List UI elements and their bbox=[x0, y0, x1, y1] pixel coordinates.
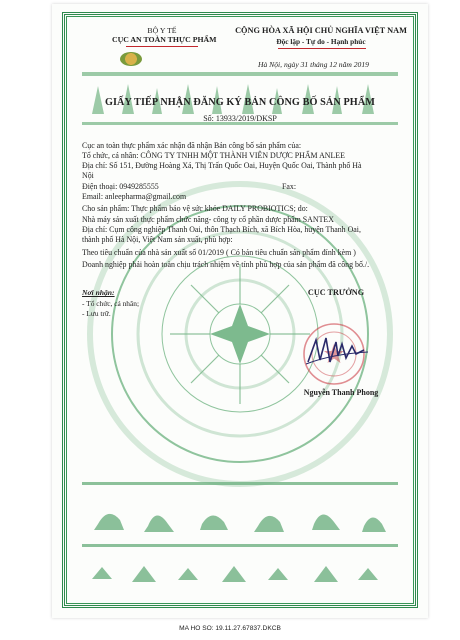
recipients-label: Nơi nhận: bbox=[82, 288, 115, 297]
agency-name: CỤC AN TOÀN THỰC PHẨM bbox=[112, 35, 217, 44]
organization-line: Tổ chức, cá nhân: CÔNG TY TNHH MỘT THÀNH VIÊN DƯỢC PHẨM ANLEE bbox=[82, 151, 345, 160]
address-line-2: Nội bbox=[82, 171, 94, 180]
product-line: Cho sản phẩm: Thực phẩm bảo vệ sức khỏe DAILY PROBIOTICS; do: bbox=[82, 204, 308, 213]
document-title: GIẤY TIẾP NHẬN ĐĂNG KÝ BẢN CÔNG BỐ SẢN PHẨM bbox=[104, 97, 376, 108]
republic-name: CỘNG HÒA XÃ HỘI CHỦ NGHĨA VIỆT NAM bbox=[235, 26, 407, 35]
motto-underline bbox=[278, 48, 366, 49]
ministry-name: BỘ Y TẾ bbox=[147, 26, 177, 35]
document-page bbox=[52, 4, 428, 618]
intro-line: Cục an toàn thực phẩm xác nhận đã nhận Bản công bố sản phẩm của: bbox=[82, 141, 302, 150]
manufacturer-address-1: Địa chỉ: Cụm công nghiệp Thanh Oai, thôn Thạch Bích, xã Bích Hòa, huyện Thanh Oai, bbox=[82, 225, 361, 234]
motto: Độc lập - Tự do - Hạnh phúc bbox=[276, 37, 366, 46]
responsibility-line: Doanh nghiệp phải hoàn toàn chịu trách nhiệm về tính phù hợp của sản phẩm đã công bố./. bbox=[82, 260, 370, 269]
recipient-item: - Tổ chức, cá nhân; bbox=[82, 299, 140, 308]
manufacturer-address-2: thành phố Hà Nội, Việt Nam sản xuất, phù hợp: bbox=[82, 235, 233, 244]
signature-scribble-icon bbox=[302, 332, 372, 372]
record-code: MA HO SO: 19.11.27.67837.DKCB bbox=[179, 625, 281, 632]
document-number: Số: 13933/2019/DKSP bbox=[203, 114, 277, 123]
standard-line: Theo tiêu chuẩn của nhà sản xuất số 01/2019 ( Có bản tiêu chuẩn sản phẩm đính kèm ) bbox=[82, 248, 356, 257]
recipient-item: - Lưu trữ. bbox=[82, 309, 111, 318]
phone-line: Điện thoại: 0949285555 bbox=[82, 182, 159, 191]
fax-line: Fax: bbox=[282, 182, 297, 191]
signer-name: Nguyễn Thanh Phong bbox=[303, 388, 379, 397]
agency-underline bbox=[126, 46, 198, 47]
address-line-1: Địa chỉ: Số 151, Đường Hoàng Xá, Thị Trấn Quốc Oai, Huyện Quốc Oai, Thành phố Hà bbox=[82, 161, 362, 170]
place-date: Hà Nội, ngày 31 tháng 12 năm 2019 bbox=[258, 60, 369, 69]
manufacturer-line: Nhà máy sản xuất thực phẩm chức năng- công ty cổ phần dược phẩm SANTEX bbox=[82, 215, 334, 224]
agency-logo-icon bbox=[120, 52, 142, 66]
signer-title: CỤC TRƯỞNG bbox=[307, 288, 365, 297]
email-line: Email: anleepharma@gmail.com bbox=[82, 192, 187, 201]
